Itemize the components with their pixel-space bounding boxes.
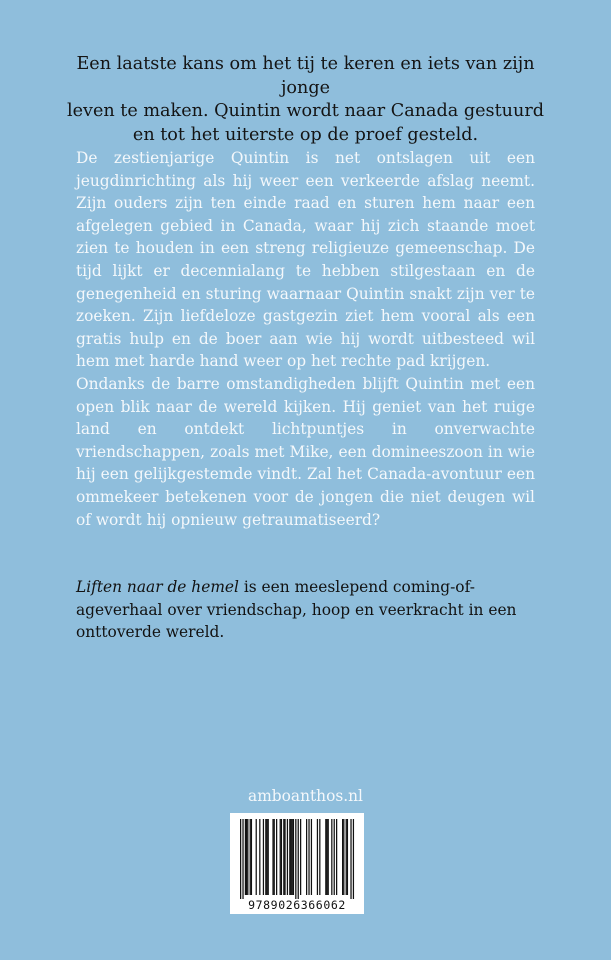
barcode-bar (280, 819, 281, 895)
barcode-bar (326, 819, 327, 895)
barcode-bar (281, 819, 282, 895)
publisher-url: amboanthos.nl (248, 787, 363, 805)
barcode-bar (317, 819, 318, 895)
barcode-bar (247, 819, 248, 895)
barcode-bar (331, 819, 332, 895)
barcode-bar (336, 819, 337, 895)
barcode-bar (289, 819, 290, 895)
barcode-bar (325, 819, 326, 895)
closing-text (76, 576, 541, 644)
barcode-bar (342, 819, 343, 895)
intro-line-1: Een laatste kans om het tij te keren en iets van zijn jonge (76, 54, 535, 98)
barcode-digits: 9789026366062 (248, 898, 346, 912)
barcode-bar (346, 819, 347, 895)
barcode-graphic (230, 813, 364, 914)
barcode-bar (263, 819, 264, 895)
barcode-bar (347, 819, 348, 895)
barcode-bar (306, 819, 307, 895)
barcode-bar (290, 819, 291, 895)
barcode-bar (308, 819, 309, 895)
barcode-bar (353, 819, 354, 899)
barcode-bar (292, 819, 293, 895)
barcode-bar (334, 819, 335, 895)
barcode-bar (250, 819, 251, 895)
barcode-bar (266, 819, 267, 895)
book-title: Liften naar de hemel (76, 578, 239, 596)
barcode-bar (311, 819, 312, 895)
barcode-bar (293, 819, 294, 895)
barcode-bar (242, 819, 243, 899)
barcode-bar (259, 819, 260, 895)
barcode-bar (268, 819, 269, 895)
barcode-bar (246, 819, 247, 895)
barcode-bar (251, 819, 252, 895)
intro-text (62, 53, 549, 147)
barcode-bar (274, 819, 275, 895)
barcode-bar (283, 819, 284, 895)
barcode-bar (298, 819, 299, 899)
barcode-bar (319, 819, 320, 895)
blurb-paragraph-2: Ondanks de barre omstandigheden blijft Quintin met een open blik naar de wereld kijken. Hij geniet van het ruige land en ontdekt lichtpuntjes in onverwachte vriendschappen, zoals met Mike, een domineeszoon in wie hij een gelijkgestemde vindt. Zal het Canada-avontuur een ommekeer betekenen voor de jongen die niet deugen wil of wordt hij opnieuw getraumatiseerd? (76, 374, 535, 529)
closing-sentence: is een meeslepend coming-of-ageverhaal over vriendschap, hoop en veerkracht in een onttoverde wereld. (76, 578, 517, 642)
barcode-bar (350, 819, 351, 899)
barcode-bar (284, 819, 285, 895)
barcode-bar (287, 819, 288, 895)
barcode-bar (300, 819, 301, 895)
intro-line-2: leven te maken. Quintin wordt naar Canada gestuurd (66, 101, 544, 121)
barcode-bar (276, 819, 277, 895)
blurb-paragraph-1: De zestienjarige Quintin is net ontslagen uit een jeugdinrichting als hij weer een verkeerde afslag neemt. Zijn ouders zijn ten einde raad en sturen hem naar een afgelegen gebied in Canada, waar hij zich staande moet zien te houden in een streng religieuze gemeenschap. De tijd lijkt er decennialang te hebben stilgestaan en de genegenheid en sturing waarnaar Quintin snakt zijn ver te zoeken. Zijn liefdeloze gastgezin ziet hem vooral als een gratis hulp en de boer aan wie hij wordt uitbesteed wil hem met harde hand weer op het rechte pad krijgen. (76, 149, 535, 371)
barcode-bar (328, 819, 329, 895)
barcode-bar (256, 819, 257, 895)
isbn-barcode (230, 813, 364, 914)
barcode-bar (295, 819, 296, 899)
barcode-bar (343, 819, 344, 895)
intro-line-3: en tot het uiterste op de proef gesteld. (132, 124, 479, 145)
barcode-bar (245, 819, 246, 895)
blurb-text (76, 147, 535, 531)
barcode-bar (240, 819, 241, 899)
barcode-bar (265, 819, 266, 895)
barcode-bar (272, 819, 273, 895)
